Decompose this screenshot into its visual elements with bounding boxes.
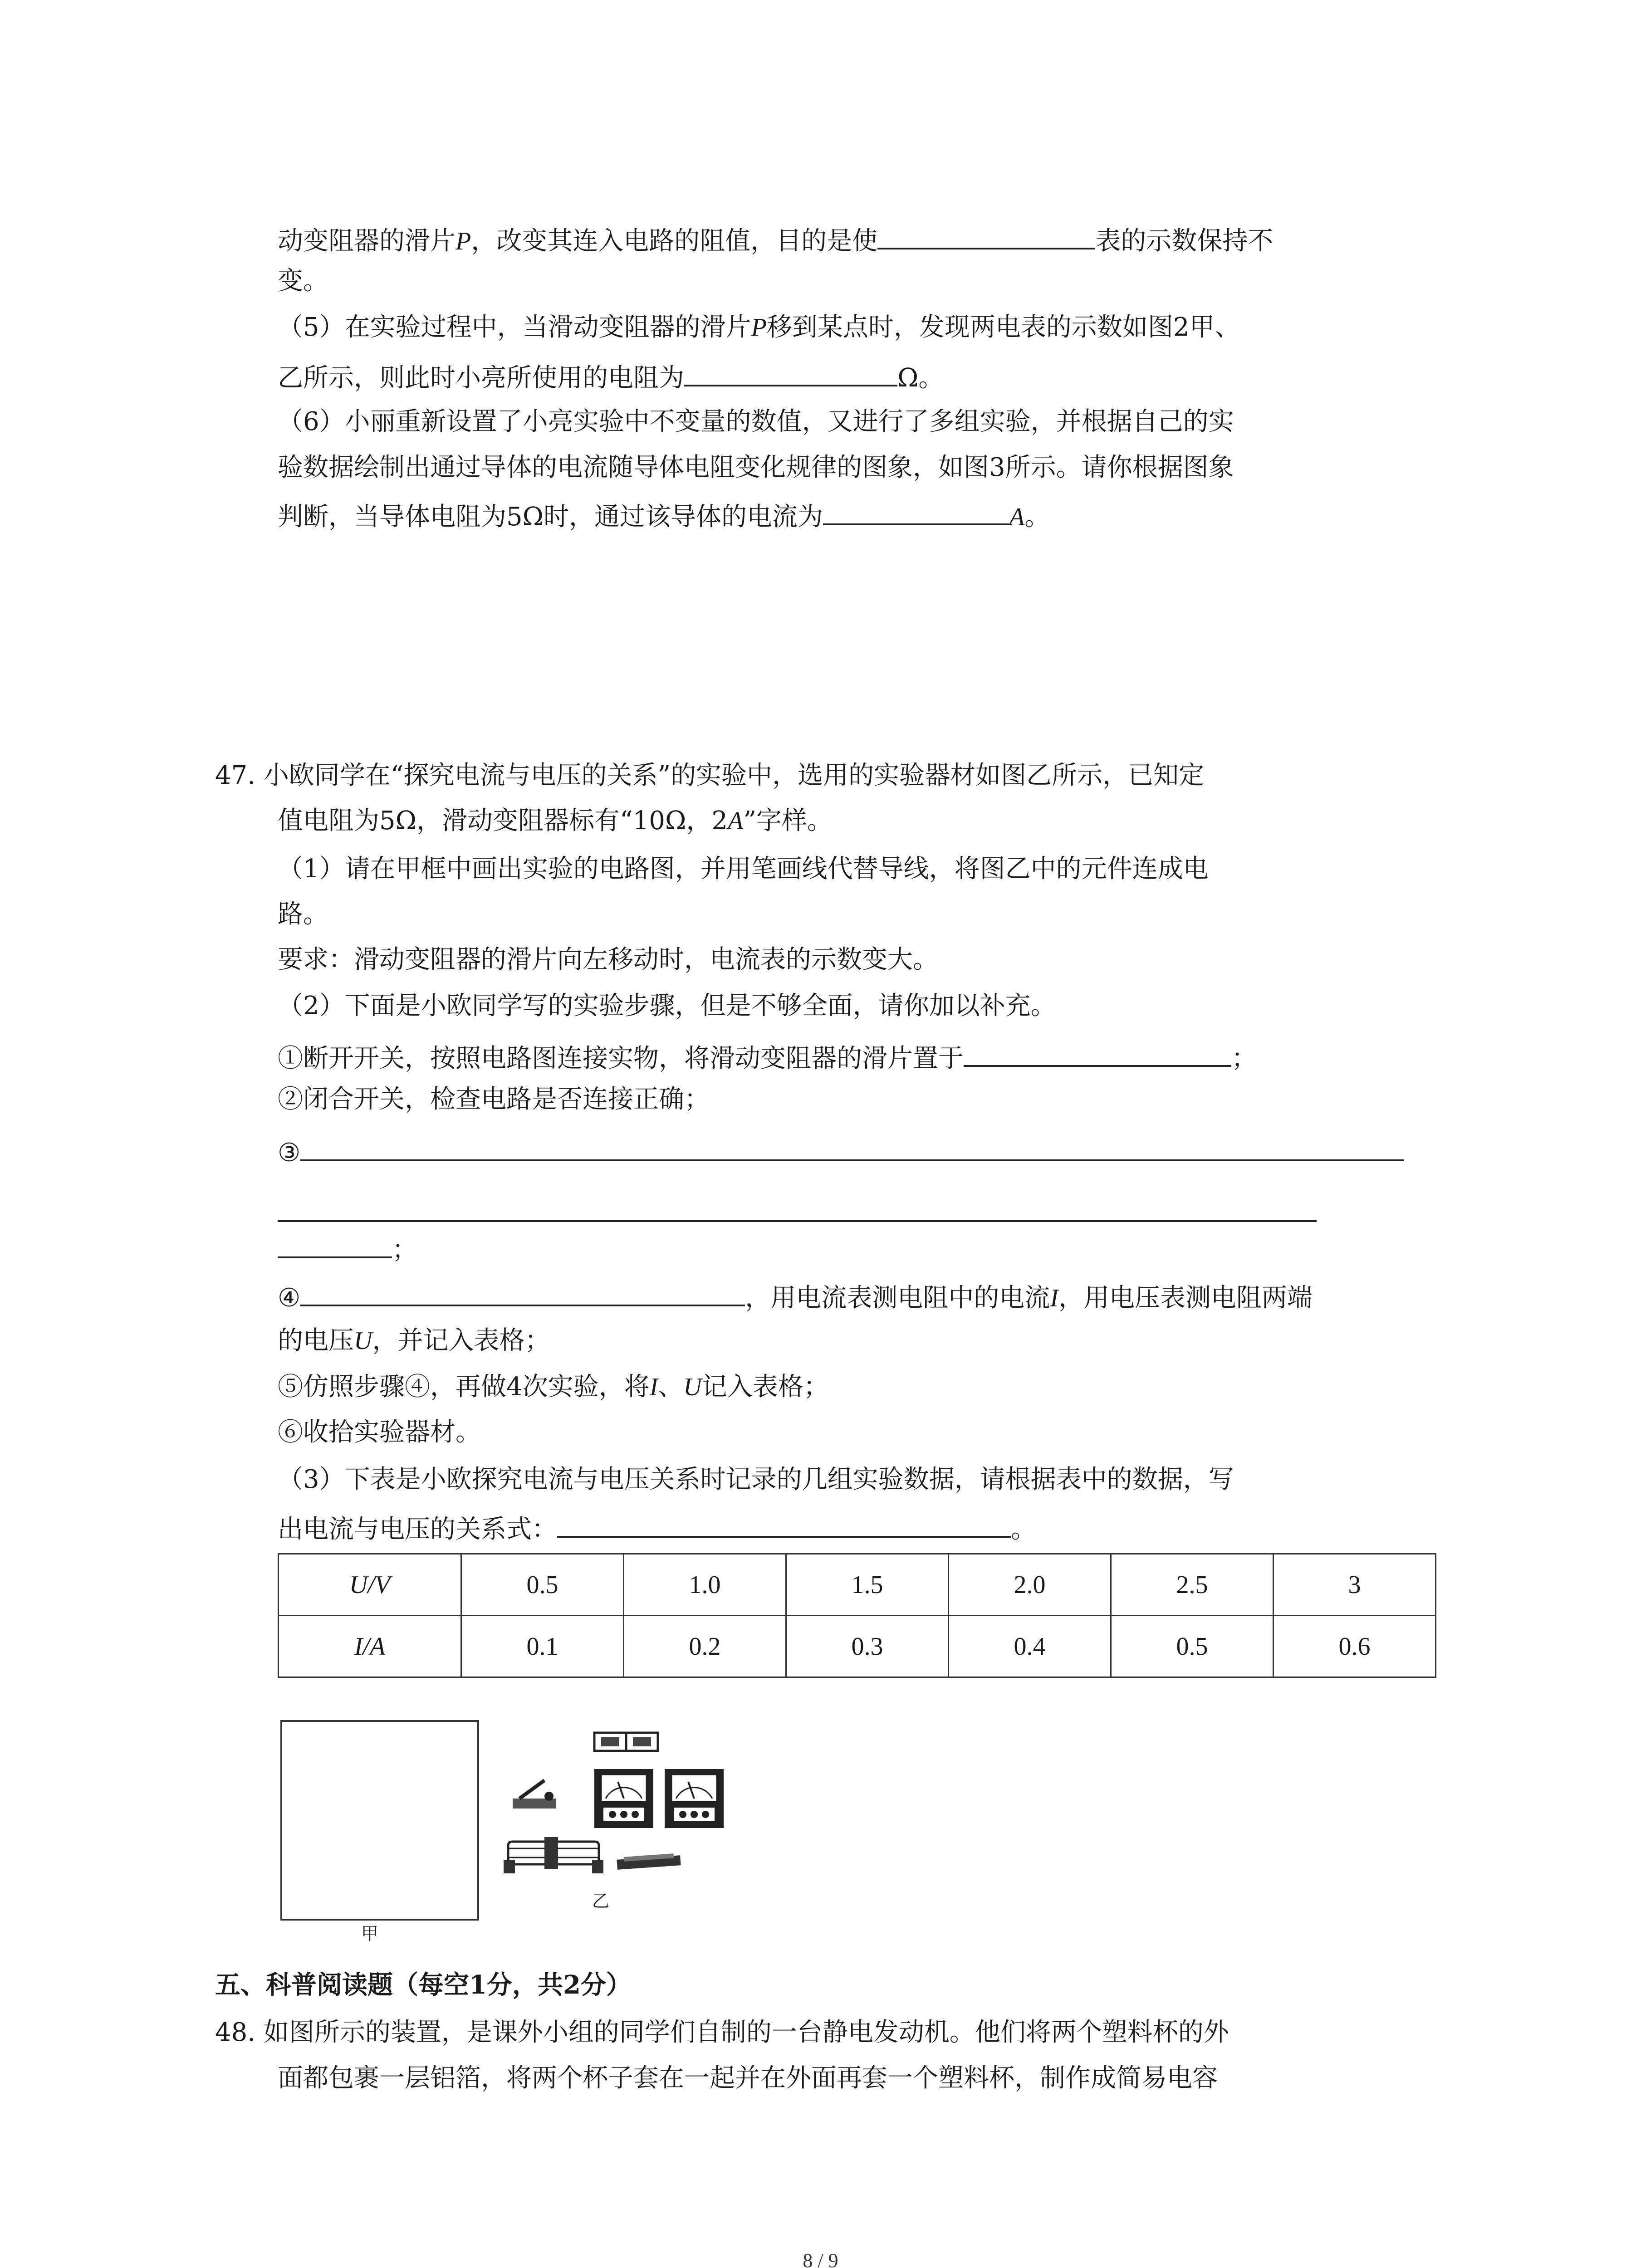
q47-line5: 要求：滑动变阻器的滑片向左移动时，电流表的示数变大。 xyxy=(278,945,938,974)
table-row-voltage xyxy=(279,1554,1436,1616)
table-cell: 0.6 xyxy=(1274,1616,1436,1677)
text: ③ xyxy=(278,1138,301,1168)
table-cell: 0.3 xyxy=(786,1616,949,1677)
blank-relation[interactable] xyxy=(557,1510,1011,1538)
data-table xyxy=(278,1553,1436,1678)
q47-step4 xyxy=(278,1278,1313,1315)
table-cell: 0.1 xyxy=(461,1616,624,1677)
blank-step3-line3[interactable] xyxy=(278,1230,392,1258)
table-cell: 3 xyxy=(1274,1554,1436,1616)
table-cell: U/V xyxy=(279,1554,461,1616)
q47-step3 xyxy=(278,1133,1404,1169)
q47-step3-end xyxy=(278,1230,417,1266)
text: 记入表格； xyxy=(701,1372,829,1402)
text: ； xyxy=(1231,1044,1257,1073)
blank-step3-line2[interactable] xyxy=(278,1220,1317,1222)
circuit-drawing-box[interactable] xyxy=(280,1720,479,1921)
blank-meter[interactable] xyxy=(877,221,1095,249)
text: ①断开开关，按照电路图连接实物，将滑动变阻器的滑片置于 xyxy=(278,1044,964,1073)
text: 表的示数保持不 xyxy=(1095,226,1274,256)
var-U: U xyxy=(354,1327,372,1355)
table-cell: 0.2 xyxy=(624,1616,786,1677)
var-I: I xyxy=(1050,1284,1058,1312)
table-cell: 0.5 xyxy=(461,1554,624,1616)
text: 判断，当导体电阻为5Ω时，通过该导体的电流为 xyxy=(278,502,823,532)
var-P: P xyxy=(751,313,767,342)
q46-line-b: 变。 xyxy=(278,266,328,296)
text: ，并记入表格； xyxy=(372,1326,550,1355)
q47-step6: ⑥收拾实验器材。 xyxy=(278,1418,481,1447)
figure-label-jia: 甲 xyxy=(361,1924,379,1944)
rheostat-icon xyxy=(504,1837,603,1873)
text: 。 xyxy=(1024,502,1050,532)
q47-step5 xyxy=(278,1371,829,1403)
table-cell: 1.5 xyxy=(786,1554,949,1616)
q46-line-d xyxy=(278,358,944,395)
q46-line-e: （6）小丽重新设置了小亮实验中不变量的数值，又进行了多组实验，并根据自己的实 xyxy=(278,407,1234,436)
text: ； xyxy=(392,1235,417,1265)
q46-line-g xyxy=(278,497,1050,533)
q46-line-f: 验数据绘制出通过导体的电流随导体电阻变化规律的图象，如图3所示。请你根据图象 xyxy=(278,453,1234,482)
q46-line-c xyxy=(278,311,1240,344)
q47-line3: （1）请在甲框中画出实验的电路图，并用笔画线代替导线，将图乙中的元件连成电 xyxy=(278,854,1209,884)
resistor-icon xyxy=(617,1853,681,1870)
battery-icon xyxy=(594,1733,658,1751)
apparatus-figure xyxy=(499,1724,753,1914)
figure-label-yi: 乙 xyxy=(592,1891,610,1911)
unit-A: A xyxy=(1009,503,1025,531)
text: ④ xyxy=(278,1283,301,1313)
q48-line2: 面都包裹一层铝箔，将两个杯子套在一起并在外面再套一个塑料杯，制作成简易电容 xyxy=(278,2063,1218,2093)
q46-line-a xyxy=(278,221,1273,258)
q47-line6: （2）下面是小欧同学写的实验步骤，但是不够全面，请你加以补充。 xyxy=(278,991,1056,1021)
text: 出电流与电压的关系式： xyxy=(278,1515,557,1544)
q47-line8 xyxy=(278,1510,1036,1546)
text: 动变阻器的滑片 xyxy=(278,226,456,256)
var-U: U xyxy=(683,1373,702,1401)
text: ，改变其连入电路的阻值，目的是使 xyxy=(471,226,878,256)
q48-line1: 48. 如图所示的装置，是课外小组的同学们自制的一台静电发动机。他们将两个塑料杯的外 xyxy=(215,2018,1229,2047)
q47-step2: ②闭合开关，检查电路是否连接正确； xyxy=(278,1085,710,1114)
blank-current[interactable] xyxy=(823,497,1009,525)
text: Ω。 xyxy=(897,363,944,393)
text: ，用电流表测电阻中的电流 xyxy=(745,1283,1050,1313)
switch-icon xyxy=(513,1780,556,1809)
text: ⑤仿照步骤④，再做4次实验，将 xyxy=(278,1372,650,1402)
unit-A: A xyxy=(728,807,744,835)
text: 。 xyxy=(1011,1515,1036,1544)
q47-line1: 47. 小欧同学在“探究电流与电压的关系”的实验中，选用的实验器材如图乙所示，已知定 xyxy=(215,761,1205,790)
text: ，用电压表测电阻两端 xyxy=(1058,1283,1313,1313)
text: 乙所示，则此时小亮所使用的电阻为 xyxy=(278,363,684,393)
section-heading: 五、科普阅读题（每空1分，共2分） xyxy=(215,1970,632,2000)
voltmeter-icon xyxy=(665,1769,724,1828)
table-cell: 2.5 xyxy=(1111,1554,1274,1616)
blank-slider-position[interactable] xyxy=(964,1039,1231,1067)
text: 的电压 xyxy=(278,1326,354,1355)
text: ”字样。 xyxy=(743,806,833,836)
table-cell: 0.4 xyxy=(949,1616,1111,1677)
q47-line4: 路。 xyxy=(278,899,328,929)
ammeter-icon xyxy=(594,1769,653,1828)
table-cell: 0.5 xyxy=(1111,1616,1274,1677)
text: 值电阻为5Ω，滑动变阻器标有“10Ω，2 xyxy=(278,806,728,836)
table-cell: I/A xyxy=(279,1616,461,1677)
table-cell: 2.0 xyxy=(949,1554,1111,1616)
q47-step1 xyxy=(278,1039,1257,1075)
table-cell: 1.0 xyxy=(624,1554,786,1616)
blank-resistance[interactable] xyxy=(684,358,897,386)
page-number: 8 / 9 xyxy=(803,2249,838,2268)
q47-line2 xyxy=(278,805,833,837)
var-P: P xyxy=(456,227,471,255)
q47-line7: （3）下表是小欧探究电流与电压关系时记录的几组实验数据，请根据表中的数据，写 xyxy=(278,1465,1234,1494)
blank-step3-line1[interactable] xyxy=(300,1133,1404,1161)
text: （5）在实验过程中，当滑动变阻器的滑片 xyxy=(278,313,751,342)
blank-step4[interactable] xyxy=(300,1278,745,1306)
text: 、 xyxy=(658,1372,684,1402)
text: 移到某点时，发现两电表的示数如图2甲、 xyxy=(766,313,1240,342)
var-I: I xyxy=(649,1373,658,1401)
table-row-current xyxy=(279,1616,1436,1677)
q47-step4-cont xyxy=(278,1325,550,1357)
